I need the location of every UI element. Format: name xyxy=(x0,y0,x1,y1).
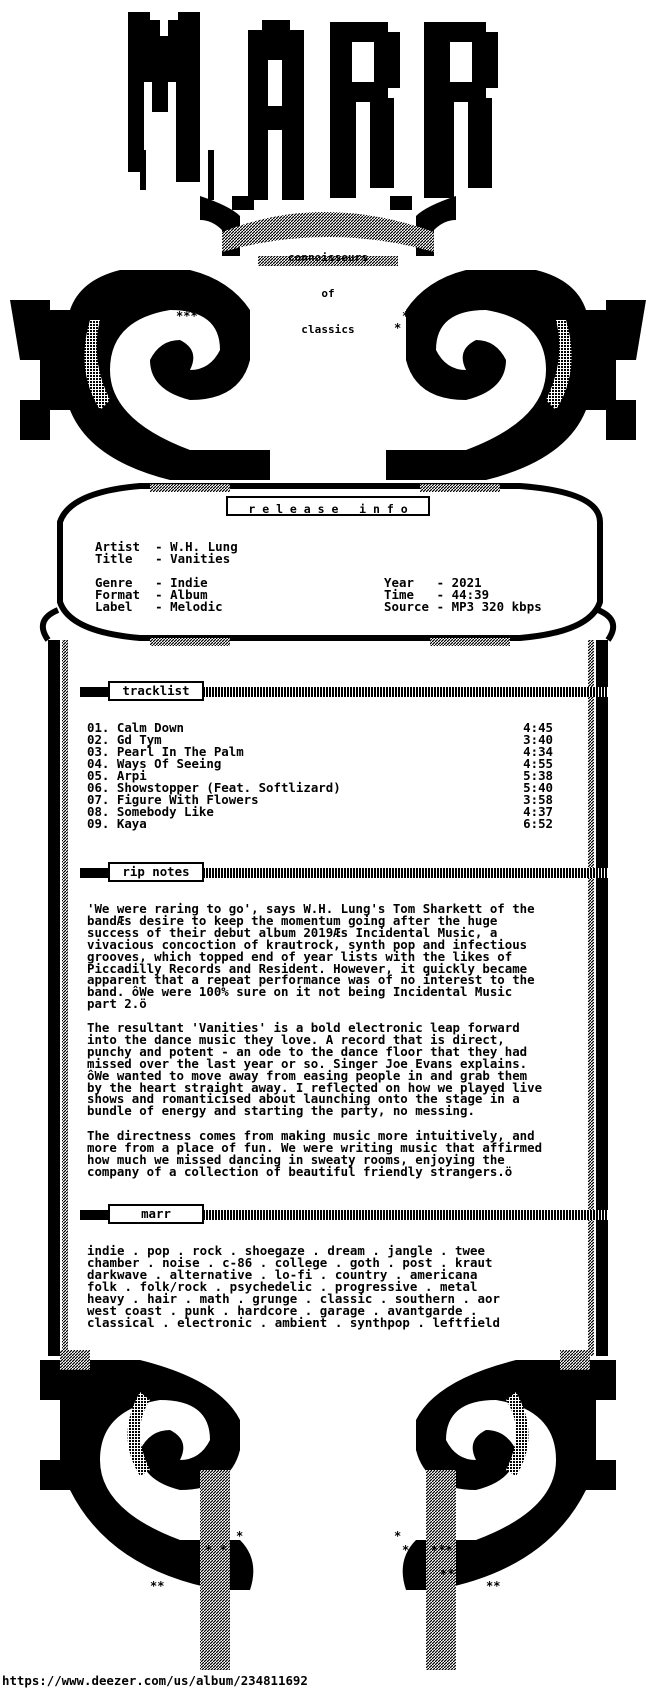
format-row: Format - Album xyxy=(95,587,208,602)
tagline xyxy=(0,228,656,348)
track-duration: 4:34 xyxy=(523,744,553,759)
svg-text:* ***: * *** xyxy=(164,1567,201,1581)
svg-text:*: * xyxy=(478,1555,486,1569)
track-row: 03. Pearl In The Palm 4:34 xyxy=(87,744,553,759)
year-value: 2021 xyxy=(451,575,482,590)
genre-line: folk . folk/rock . psychedelic . progressive . metal xyxy=(87,1279,478,1294)
track-title: Somebody Like xyxy=(116,804,214,819)
tracklist-header xyxy=(80,681,608,701)
svg-text:*** *: *** * xyxy=(440,1567,477,1581)
svg-text:* ***: * *** xyxy=(164,285,201,299)
year-label: Year xyxy=(384,575,415,590)
svg-text:*: * xyxy=(236,321,244,335)
track-duration: 3:40 xyxy=(523,732,553,747)
track-duration: 4:55 xyxy=(523,756,553,771)
tagline-line-2: of xyxy=(321,287,335,300)
title-row: Title - Vanities xyxy=(95,551,231,566)
svg-text:**: ** xyxy=(150,1579,165,1593)
track-title: Gd Tym xyxy=(116,732,162,747)
source-label: Source xyxy=(384,599,430,614)
genre-line: heavy . hair . math . grunge . classic . southern . aor xyxy=(87,1291,501,1306)
marr-header xyxy=(80,1204,608,1224)
label-label: Label xyxy=(95,599,133,614)
marr-logo xyxy=(128,12,498,210)
track-row: 02. Gd Tym 3:40 xyxy=(87,732,553,747)
track-row: 07. Figure With Flowers 3:58 xyxy=(87,792,553,807)
track-row: 08. Somebody Like 4:37 xyxy=(87,804,553,819)
svg-text:*** * *: *** * * xyxy=(176,309,227,323)
track-row: 05. Arpi 5:38 xyxy=(87,768,553,783)
label-row: Label - Melodic xyxy=(95,599,223,614)
track-title: Figure With Flowers xyxy=(116,792,259,807)
title-label: Title xyxy=(95,551,133,566)
track-title: Kaya xyxy=(116,816,147,831)
tagline-line-3: classics xyxy=(301,323,355,336)
format-label: Format xyxy=(95,587,141,602)
time-label: Time xyxy=(384,587,415,602)
marr-heading: marr xyxy=(108,1204,204,1224)
release-info-banner-label: r e l e a s e i n f o xyxy=(248,502,408,516)
track-duration: 6:52 xyxy=(523,816,553,831)
artist-row: Artist - W.H. Lung xyxy=(95,539,238,554)
source-value: MP3 320 kbps xyxy=(451,599,542,614)
track-title: Calm Down xyxy=(116,720,184,735)
track-duration: 4:45 xyxy=(523,720,553,735)
svg-text:**: ** xyxy=(486,1579,501,1593)
track-duration: 4:37 xyxy=(523,804,553,819)
rip-notes-header xyxy=(80,862,608,882)
track-row: 06. Showstopper (Feat. Softlizard) 5:40 xyxy=(87,780,553,795)
source-row: Source - MP3 320 kbps xyxy=(384,599,542,614)
track-row: 04. Ways Of Seeing 4:55 xyxy=(87,756,553,771)
rip-notes-paragraph-1: 'We were raring to go', says W.H. Lung's Tom Sharkett of the bandÆs desire to keep the momentum going after the huge success of their debut album 2019Æs Incidental Music, a vivacious concoction of krautrock, synth pop and infectious grooves, which topped end of year lists with the likes of Piccadilly Records and Resident. However, it quickly became apparent that a repeat performance was of no interest to the band. ôWe were 100% sure on it not being Incidental Music part 2.ö xyxy=(87,901,535,1012)
svg-text:*: * xyxy=(478,297,486,311)
rip-notes-heading: rip notes xyxy=(108,862,204,882)
svg-text:*: * xyxy=(394,1529,402,1543)
tracklist-heading: tracklist xyxy=(108,681,204,701)
svg-text:*** *: *** * xyxy=(440,285,477,299)
svg-text:*: * xyxy=(236,1529,244,1543)
track-row: 01. Calm Down 4:45 xyxy=(87,720,553,735)
rip-notes-paragraph-3: The directness comes from making music more intuitively, and more from a place of fun. We were writing music that affirmed how much we missed dancing in sweaty rooms, enjoying the company of a collection of beautiful friendly strangers.ö xyxy=(87,1128,543,1179)
artist-label: Artist xyxy=(95,539,141,554)
genre-line: classical . electronic . ambient . synthpop . leftfield xyxy=(87,1315,501,1330)
svg-text:*: * xyxy=(394,321,402,335)
track-duration: 5:40 xyxy=(523,780,553,795)
track-title: Ways Of Seeing xyxy=(116,756,222,771)
svg-text:*: * xyxy=(158,297,166,311)
genre-row: Genre - Indie xyxy=(95,575,208,590)
track-title: Arpi xyxy=(116,768,147,783)
time-value: 44:39 xyxy=(451,587,490,602)
svg-text:*** * *: *** * * xyxy=(176,1543,227,1557)
genre-line: darkwave . alternative . lo-fi . country . americana xyxy=(87,1267,478,1282)
time-row: Time - 44:39 xyxy=(384,587,490,602)
artist-value: W.H. Lung xyxy=(170,539,238,554)
tagline-line-1: connoisseurs xyxy=(287,251,369,264)
source-url[interactable]: https://www.deezer.com/us/album/234811692 xyxy=(2,1673,308,1688)
label-value: Melodic xyxy=(170,599,223,614)
format-value: Album xyxy=(170,587,208,602)
genre-line: indie . pop . rock . shoegaze . dream . jangle . twee xyxy=(87,1243,486,1258)
rip-notes-paragraph-2: The resultant 'Vanities' is a bold electronic leap forward into the dance music they love. A record that is direct, punchy and potent - an ode to the dance floor that they had missed over the last year or so. Singer Joe Evans explains. ôWe wanted to move away from easing people in and grab them by the heart straight away. I reflected on how we played live shows and romanticised about launching onto the stage in a bundle of energy and starting the party, no messing. xyxy=(87,1020,543,1119)
svg-text:* * ***: * * *** xyxy=(402,309,453,323)
title-value: Vanities xyxy=(170,551,231,566)
track-duration: 3:58 xyxy=(523,792,553,807)
svg-text:*: * xyxy=(158,1555,166,1569)
release-info-banner xyxy=(226,496,430,516)
track-row: 09. Kaya 6:52 xyxy=(87,816,553,831)
bottom-ornament xyxy=(40,1350,616,1670)
genre-value: Indie xyxy=(170,575,208,590)
svg-text:* * ***: * * *** xyxy=(402,1543,453,1557)
genre-line: chamber . noise . c-86 . college . goth . post . kraut xyxy=(87,1255,493,1270)
track-duration: 5:38 xyxy=(523,768,553,783)
svg-text:**: ** xyxy=(486,273,501,287)
year-row: Year - 2021 xyxy=(384,575,482,590)
track-title: Showstopper (Feat. Softlizard) xyxy=(116,780,341,795)
genre-line: west coast . punk . hardcore . garage . avantgarde . xyxy=(87,1303,478,1318)
genre-label: Genre xyxy=(95,575,133,590)
track-title: Pearl In The Palm xyxy=(116,744,244,759)
svg-text:**: ** xyxy=(150,273,165,287)
